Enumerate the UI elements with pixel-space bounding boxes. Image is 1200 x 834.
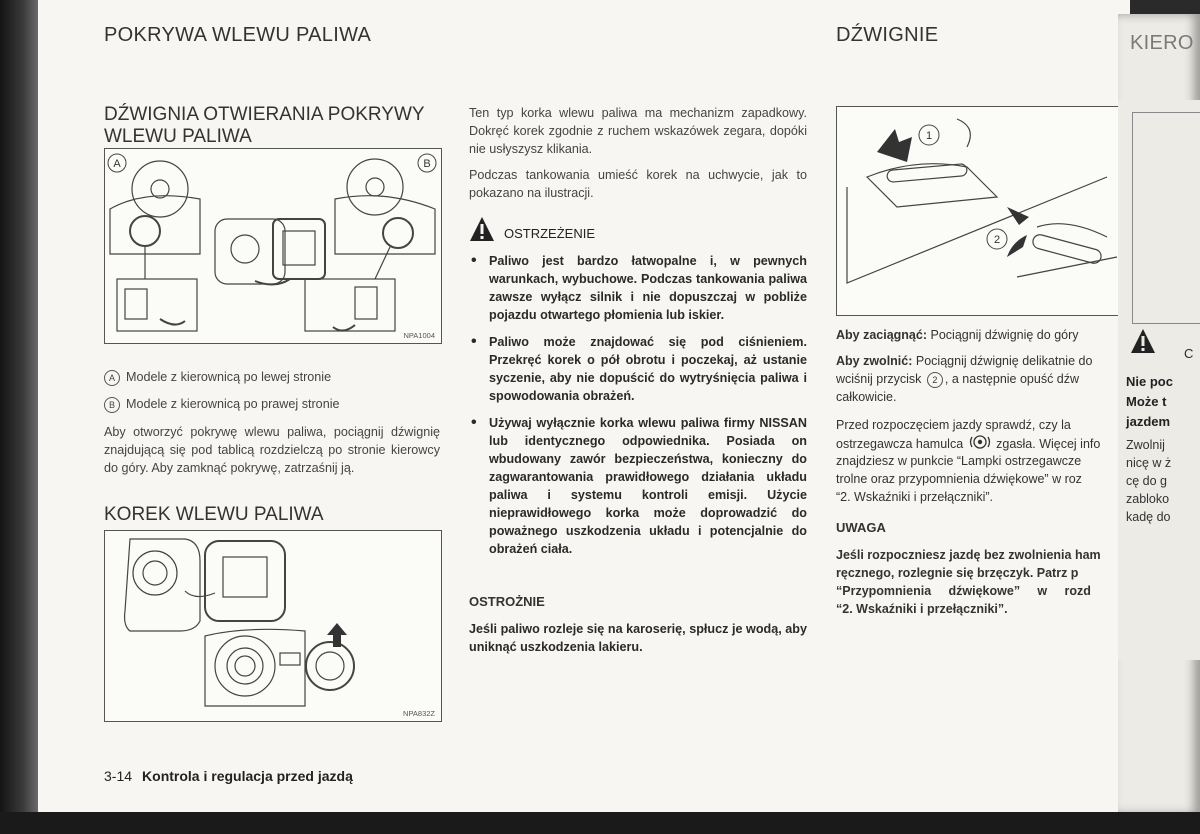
release-label: Aby zwolnić: — [836, 354, 913, 368]
warning-item: • Używaj wyłącznie korka wlewu paliwa firmy NISSAN lub identycznego odpowiednika. Posiada on wbudowany zawór bezpieczeństwa, konieczny do zagwarantowania prawidłowego działania układu paliwa i systemu kontroli emisji. Użycie nieprawidłowego korka może doprowadzić do poważnego uszkodzenia układu i potencjalnie do obrażeń ciała. — [469, 414, 807, 558]
next-page-content — [1118, 100, 1200, 660]
warning-item: • Paliwo może znajdować się pod ciśnieniem. Przekręć korek o pół obrotu i poczekaj, aż ustanie syczenie, aby nie dopuścić do wytryśnięcia paliwa i spowodowania obrażeń. — [469, 333, 807, 405]
engage-text: Pociągnij dźwignię do góry — [930, 328, 1079, 342]
legend-b — [104, 395, 340, 413]
bottom-shadow — [0, 812, 1200, 834]
next-page-line: zabloko — [1126, 492, 1170, 506]
note-line-3: “Przypomnienia dźwiękowe” w rozd — [836, 584, 1091, 598]
fuel-cap-paragraph-2: Podczas tankowania umieść korek na uchwycie, jak to pokazano na ilustracji. — [469, 168, 807, 200]
engage-label: Aby zaciągnąć: — [836, 328, 928, 342]
next-page-line: cę do g — [1126, 474, 1168, 488]
check-line-3: znajdziesz w punkcie “Lampki ostrzegawcze — [836, 454, 1082, 468]
caution-text: Jeśli paliwo rozleje się na karoserię, spłucz je wodą, aby uniknąć uszkodzenia lakieru. — [469, 622, 807, 654]
right-page-header: DŹWIGNIE — [836, 24, 939, 46]
figure-parking-brake — [836, 106, 1121, 316]
check-line-2a: ostrzegawcza hamulca — [836, 436, 964, 451]
next-page-line: Może t — [1126, 394, 1167, 409]
next-page-header: KIERO — [1130, 32, 1194, 54]
warning-list — [469, 252, 807, 567]
fuel-cap-paragraph-1: Ten typ korka wlewu paliwa ma mechanizm zapadkowy. Dokręć korek zgodnie z ruchem wskazówek zegara, dopóki nie usłyszysz klikania. — [469, 106, 807, 156]
release-button-marker: 2 — [927, 372, 943, 388]
figure-label-a: A — [113, 158, 121, 170]
chapter-title: Kontrola i regulacja przed jazdą — [142, 768, 353, 784]
next-page-line: nicę w ż — [1126, 456, 1172, 470]
page-footer — [104, 768, 353, 784]
next-page-warning-letter: C — [1184, 346, 1194, 361]
release-line-2 — [836, 370, 1079, 388]
legend-a-marker: A — [104, 370, 120, 386]
section-title-line2: WLEWU PALIWA — [104, 126, 252, 147]
next-page-warning-lines — [1126, 372, 1173, 432]
section-title-line1: DŹWIGNIA OTWIERANIA POKRYWY — [104, 104, 425, 125]
figure-code: NPA1004 — [403, 331, 435, 340]
lever-instructions: Aby otworzyć pokrywę wlewu paliwa, pociągnij dźwignię znajdującą się pod tablicą rozdzielczą po stronie kierowcy do góry. Aby zamknąć pokrywę, zatrzaśnij ją. — [104, 425, 440, 475]
figure-fuel-cap — [104, 530, 442, 722]
note-title: UWAGA — [836, 520, 886, 535]
caution-title: OSTROŻNIE — [469, 594, 545, 609]
release-line-2-text: wciśnij przycisk — [836, 372, 922, 386]
fuel-lid-lever-illustration — [105, 149, 441, 343]
fuel-cap-illustration — [105, 531, 441, 721]
note-line-1: Jeśli rozpoczniesz jazdę bez zwolnienia ham — [836, 548, 1101, 562]
legend-b-text: Modele z kierownicą po prawej stronie — [126, 397, 340, 411]
release-instruction — [836, 352, 1092, 370]
figure-label-b: B — [423, 158, 431, 170]
warning-title: OSTRZEŻENIE — [504, 226, 596, 241]
figure-code: NPA832Z — [403, 709, 435, 718]
book-binding — [0, 0, 38, 834]
engage-instruction — [836, 326, 1079, 344]
section-title-lever — [104, 104, 425, 148]
figure-fuel-lid-lever — [104, 148, 442, 344]
release-line-2-end: , a następnie opuść dźw — [944, 372, 1080, 386]
check-line-5: “2. Wskaźniki i przełączniki”. — [836, 490, 993, 504]
next-page-figure-frame — [1132, 112, 1200, 324]
legend-b-marker: B — [104, 397, 120, 413]
brake-label-1: 1 — [925, 130, 933, 142]
next-page-line: Nie poc — [1126, 374, 1173, 389]
parking-brake-illustration — [837, 107, 1121, 315]
brake-label-2: 2 — [993, 234, 1001, 246]
next-page-warning-icon — [1130, 328, 1156, 359]
release-text: Pociągnij dźwignię delikatnie do — [915, 354, 1093, 368]
page-number: 3-14 — [104, 768, 133, 784]
next-page-line: jazdem — [1126, 414, 1171, 429]
next-page-line: Zwolnij — [1126, 438, 1165, 452]
left-page-header: POKRYWA WLEWU PALIWA — [104, 24, 372, 46]
next-page-text — [1126, 436, 1171, 526]
section-title-fuel-cap: KOREK WLEWU PALIWA — [104, 504, 324, 525]
check-line-1: Przed rozpoczęciem jazdy sprawdź, czy la — [836, 418, 1071, 432]
note-line-4: “2. Wskaźniki i przełączniki”. — [836, 602, 1008, 616]
warning-icon — [469, 216, 495, 242]
note-line-2: ręcznego, rozlegnie się brzęczyk. Patrz p — [836, 566, 1079, 580]
next-page-line: kadę do — [1126, 510, 1171, 524]
legend-a — [104, 368, 331, 386]
warning-item: • Paliwo jest bardzo łatwopalne i, w pewnych warunkach, wybuchowe. Podczas tankowania paliwa zawsze wyłącz silnik i nie dopuszczaj w pobliże pojazdu otwartego płomienia lub iskier. — [469, 252, 807, 324]
release-line-3: całkowicie. — [836, 390, 897, 404]
check-line-4: trolne oraz przypomnienia dźwiękowe” w roz — [836, 472, 1082, 486]
check-line-2b: zgasła. Więcej info — [996, 436, 1101, 451]
legend-a-text: Modele z kierownicą po lewej stronie — [126, 370, 332, 384]
